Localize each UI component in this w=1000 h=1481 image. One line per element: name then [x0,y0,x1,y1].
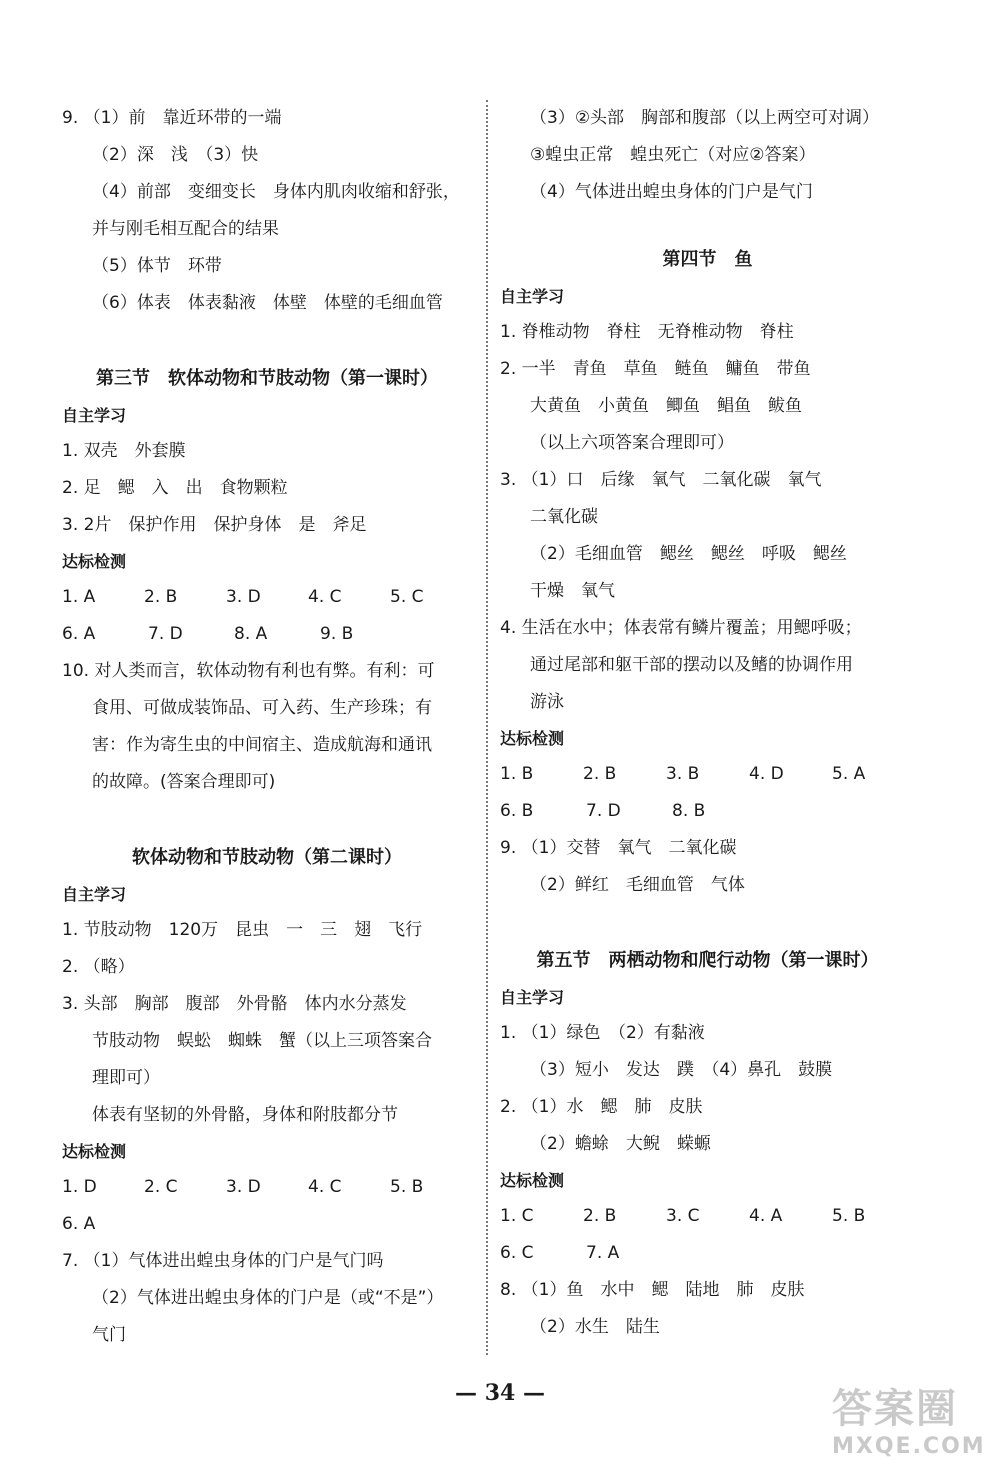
s3-q10-line-4: 的故障。(答案合理即可) [92,772,276,792]
mc-answer: 7. A [586,1243,620,1263]
mc-answer: 8. A [234,624,268,644]
right-column [500,100,915,1346]
s3b-self-3-line-2: 节肢动物 蜈蚣 蜘蛛 蟹（以上三项答案合 [92,1031,432,1051]
section-3-test-heading: 达标检测 [62,552,127,571]
mc-answer: 6. A [62,624,96,644]
answer-9-line-3: （4）前部 变细变长 身体内肌肉收缩和舒张， [92,182,460,202]
s4-self-2-line-2: 大黄鱼 小黄鱼 鲫鱼 鲳鱼 鲅鱼 [530,396,802,416]
s5-self-2-line-2: （2）蟾蜍 大鲵 蝾螈 [530,1134,711,1154]
section-4-title: 第四节 鱼 [662,249,753,270]
cont-line-1: （3）②头部 胸部和腹部（以上两空可对调） [530,108,880,128]
s4-q9-line-2: （2）鲜红 毛细血管 气体 [530,875,745,895]
s3-self-1: 1. 双壳 外套膜 [62,441,186,461]
s3-q10-line-2: 食用、可做成装饰品、可入药、生产珍珠；有 [92,698,432,718]
s3b-q7-line-3: 气门 [92,1325,126,1345]
s5-q8-line-2: （2）水生 陆生 [530,1317,660,1337]
s3-self-3: 3. 2片 保护作用 保护身体 是 斧足 [62,515,367,535]
page-number: — 34 — [455,1380,545,1406]
s3b-mc-row-1 [62,1169,472,1206]
s3-self-2: 2. 足 鳃 入 出 食物颗粒 [62,478,288,498]
s4-self-4-line-2: 通过尾部和躯干部的摆动以及鳍的协调作用 [530,655,853,675]
s4-self-1: 1. 脊椎动物 脊柱 无脊椎动物 脊柱 [500,322,794,342]
left-column [62,100,472,1354]
watermark-url: MXQE.COM [832,1434,986,1459]
mc-answer: 4. C [308,1177,342,1197]
mc-answer: 4. D [749,764,784,784]
s4-self-4-line-3: 游泳 [530,692,564,712]
section-4-test-heading: 达标检测 [500,729,565,748]
mc-answer: 6. B [500,801,534,821]
s3b-self-3-line-1: 3. 头部 胸部 腹部 外骨骼 体内水分蒸发 [62,994,407,1014]
mc-answer: 1. D [62,1177,97,1197]
s3b-mc-row-2 [62,1206,472,1243]
mc-answer: 9. B [320,624,354,644]
s4-self-3-line-4: 干燥 氧气 [530,581,615,601]
cont-line-3: （4）气体进出蝗虫身体的门户是气门 [530,182,813,202]
mc-answer: 5. C [390,587,424,607]
s4-self-4-line-1: 4. 生活在水中；体表常有鳞片覆盖；用鳃呼吸； [500,618,862,638]
s5-mc-row-1 [500,1198,915,1235]
s5-self-1-line-1: 1. （1）绿色 （2）有黏液 [500,1023,705,1043]
section-5-test-heading: 达标检测 [500,1171,565,1190]
mc-answer: 2. C [144,1177,178,1197]
mc-answer: 8. B [672,801,706,821]
mc-answer: 5. A [832,764,866,784]
mc-answer: 1. B [500,764,534,784]
mc-answer: 4. A [749,1206,783,1226]
mc-answer: 3. C [666,1206,700,1226]
s4-q9-line-1: 9. （1）交替 氧气 二氧化碳 [500,838,737,858]
s4-mc-row-1 [500,756,915,793]
watermark-text: 答案圈 [832,1386,958,1432]
s4-self-3-line-3: （2）毛细血管 鳃丝 鳃丝 呼吸 鳃丝 [530,544,847,564]
mc-answer: 6. A [62,1214,96,1234]
watermark-logo [832,1377,986,1459]
mc-answer: 2. B [583,764,617,784]
s3-q10-line-1: 10. 对人类而言，软体动物有利也有弊。有利：可 [62,661,435,681]
mc-answer: 6. C [500,1243,534,1263]
section-3-self-study-heading: 自主学习 [62,406,127,425]
s4-self-3-line-1: 3. （1）口 后缘 氧气 二氧化碳 氧气 [500,470,822,490]
s4-mc-row-2 [500,793,915,830]
s3b-self-1: 1. 节肢动物 120万 昆虫 一 三 翅 飞行 [62,920,423,940]
s4-self-3-line-2: 二氧化碳 [530,507,598,527]
s3b-q7-line-1: 7. （1）气体进出蝗虫身体的门户是气门吗 [62,1251,384,1271]
s3b-self-3-line-3: 理即可） [92,1068,160,1088]
answer-9-line-1: 9. （1）前 靠近环带的一端 [62,108,282,128]
s3b-self-2: 2. （略） [62,957,135,977]
mc-answer: 3. D [226,587,261,607]
s5-q8-line-1: 8. （1）鱼 水中 鳃 陆地 肺 皮肤 [500,1280,805,1300]
answer-9-line-5: （5）体节 环带 [92,256,222,276]
mc-answer: 5. B [390,1177,424,1197]
mc-answer: 2. B [144,587,178,607]
section-3b-self-study-heading: 自主学习 [62,885,127,904]
section-3b-test-heading: 达标检测 [62,1142,127,1161]
mc-answer: 7. D [586,801,621,821]
s3-mc-row-2 [62,616,472,653]
mc-answer: 5. B [832,1206,866,1226]
section-3b-title: 软体动物和节肢动物（第二课时） [132,847,402,868]
cont-line-2: ③蝗虫正常 蝗虫死亡（对应②答案） [530,145,816,165]
mc-answer: 3. D [226,1177,261,1197]
s4-self-2-line-3: （以上六项答案合理即可） [530,433,734,453]
s5-mc-row-2 [500,1235,915,1272]
section-5-title: 第五节 两栖动物和爬行动物（第一课时） [536,950,879,971]
s5-self-2-line-1: 2. （1）水 鳃 肺 皮肤 [500,1097,703,1117]
mc-answer: 2. B [583,1206,617,1226]
s3b-self-3-line-4: 体表有坚韧的外骨骼，身体和附肢都分节 [92,1105,398,1125]
mc-answer: 1. A [62,587,96,607]
s3-q10-line-3: 害：作为寄生虫的中间宿主、造成航海和通讯 [92,735,432,755]
mc-answer: 4. C [308,587,342,607]
mc-answer: 3. B [666,764,700,784]
answer-9-line-4: 并与刚毛相互配合的结果 [92,219,279,239]
answer-9-line-2: （2）深 浅 （3）快 [92,145,259,165]
s5-self-1-line-2: （3）短小 发达 蹼 （4）鼻孔 鼓膜 [530,1060,833,1080]
section-4-self-study-heading: 自主学习 [500,287,565,306]
answer-9-line-6: （6）体表 体表黏液 体壁 体壁的毛细血管 [92,293,443,313]
s4-self-2-line-1: 2. 一半 青鱼 草鱼 鲢鱼 鳙鱼 带鱼 [500,359,811,379]
column-divider [486,100,488,1355]
s3-mc-row-1 [62,579,472,616]
mc-answer: 7. D [148,624,183,644]
s3b-q7-line-2: （2）气体进出蝗虫身体的门户是（或“不是”） [92,1288,444,1308]
section-3-title: 第三节 软体动物和节肢动物（第一课时） [96,368,438,389]
mc-answer: 1. C [500,1206,534,1226]
section-5-self-study-heading: 自主学习 [500,988,565,1007]
